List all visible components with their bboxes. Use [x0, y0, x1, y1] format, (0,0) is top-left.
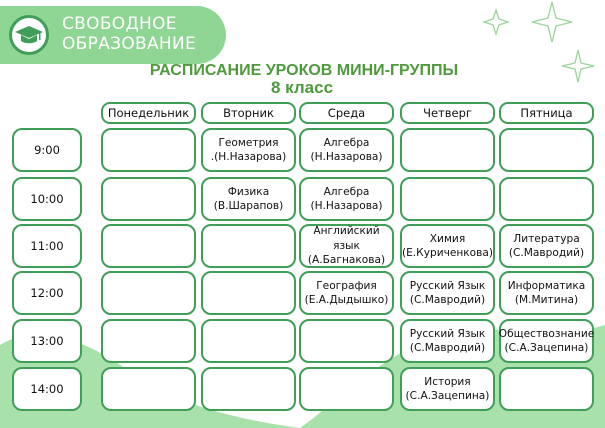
lesson-cell: [499, 367, 594, 411]
graduation-cap-icon: [9, 15, 49, 55]
sparkle-icon: [532, 2, 572, 42]
teacher-name: (Н.Назарова): [310, 200, 383, 212]
lesson-cell: [299, 128, 394, 172]
subject-name: Химия: [429, 232, 466, 245]
subject-name: язык: [333, 239, 360, 252]
subject-name: История: [424, 375, 471, 388]
time-slot: [12, 224, 82, 268]
time-slot: [12, 319, 82, 363]
logo-line-2: ОБРАЗОВАНИЕ: [62, 34, 197, 54]
lesson-cell: [400, 319, 495, 363]
time-slot: [12, 271, 82, 315]
teacher-name: (В.Шарапов): [213, 200, 284, 212]
lesson-cell: [101, 271, 196, 315]
lesson-cell: [299, 224, 394, 268]
subject-name: География: [316, 279, 377, 292]
day-label: Понедельник: [107, 106, 190, 120]
time-label: 11:00: [30, 239, 64, 253]
teacher-name: (М.Митина): [514, 294, 579, 306]
lesson-cell: [201, 271, 296, 315]
time-label: 14:00: [30, 382, 64, 396]
lesson-cell: [201, 367, 296, 411]
lesson-cell: [299, 271, 394, 315]
page-title: РАСПИСАНИЕ УРОКОВ МИНИ-ГРУППЫ: [149, 62, 459, 79]
lesson-cell: [499, 177, 594, 221]
subject-name: Алгебра: [323, 136, 370, 149]
day-header: [101, 102, 196, 124]
subject-name: Физика: [227, 185, 270, 198]
lesson-cell: [400, 177, 495, 221]
time-label: 10:00: [30, 192, 64, 206]
lesson-cell: [101, 224, 196, 268]
lesson-cell: [299, 367, 394, 411]
lesson-cell: [499, 319, 594, 363]
time-label: 9:00: [34, 143, 60, 157]
day-header: [400, 102, 495, 124]
grade-label: 8 класс: [270, 78, 334, 97]
lesson-cell: [400, 271, 495, 315]
time-label: 13:00: [30, 334, 64, 348]
time-slot: [12, 177, 82, 221]
time-slot: [12, 128, 82, 172]
subject-name: Английский: [313, 225, 380, 238]
teacher-name: (С.А.Зацепина): [504, 342, 589, 354]
logo-text: [62, 14, 222, 54]
lesson-cell: [201, 319, 296, 363]
lesson-cell: [299, 319, 394, 363]
lesson-cell: [400, 128, 495, 172]
lesson-cell: [299, 177, 394, 221]
lesson-cell: [499, 271, 594, 315]
day-header: [201, 102, 296, 124]
lesson-cell: [400, 367, 495, 411]
subject-name: Русский Язык: [409, 279, 486, 292]
teacher-name: (Е.А.Дыдышко): [304, 294, 389, 306]
lesson-cell: [201, 177, 296, 221]
day-label: Вторник: [223, 106, 274, 120]
sparkle-icon: [484, 10, 508, 34]
teacher-name: (С.А.Зацепина): [405, 390, 490, 402]
logo-line-1: СВОБОДНОЕ: [62, 14, 177, 34]
subject-name: Алгебра: [323, 185, 370, 198]
time-slot: [12, 367, 82, 411]
teacher-name: (А.Багнакова): [307, 254, 386, 267]
lesson-cell: [499, 224, 594, 268]
teacher-name: (Е.Куриченкова): [401, 247, 494, 259]
lesson-cell: [499, 128, 594, 172]
lesson-cell: [101, 128, 196, 172]
day-label: Четверг: [423, 106, 472, 120]
subject-name: Русский Язык: [409, 327, 486, 340]
teacher-name: (С.Мавродий): [409, 342, 486, 354]
lesson-cell: [101, 367, 196, 411]
lesson-cell: [101, 177, 196, 221]
day-header: [499, 102, 594, 124]
lesson-cell: [201, 224, 296, 268]
day-label: Среда: [327, 106, 366, 120]
subject-name: Геометрия: [218, 136, 279, 149]
teacher-name: (С.Мавродий): [409, 294, 486, 306]
day-label: Пятница: [520, 106, 573, 120]
teacher-name: .(Н.Назарова): [210, 151, 287, 163]
day-header: [299, 102, 394, 124]
subject-name: Литература: [513, 232, 580, 245]
lesson-cell: [101, 319, 196, 363]
subject-name: Информатика: [507, 279, 586, 292]
teacher-name: (Н.Назарова): [310, 151, 383, 163]
lesson-cell: [400, 224, 495, 268]
teacher-name: (С.Мавродий): [508, 247, 585, 259]
lesson-cell: [201, 128, 296, 172]
subject-name: Обществознание: [498, 327, 595, 340]
time-label: 12:00: [30, 286, 64, 300]
